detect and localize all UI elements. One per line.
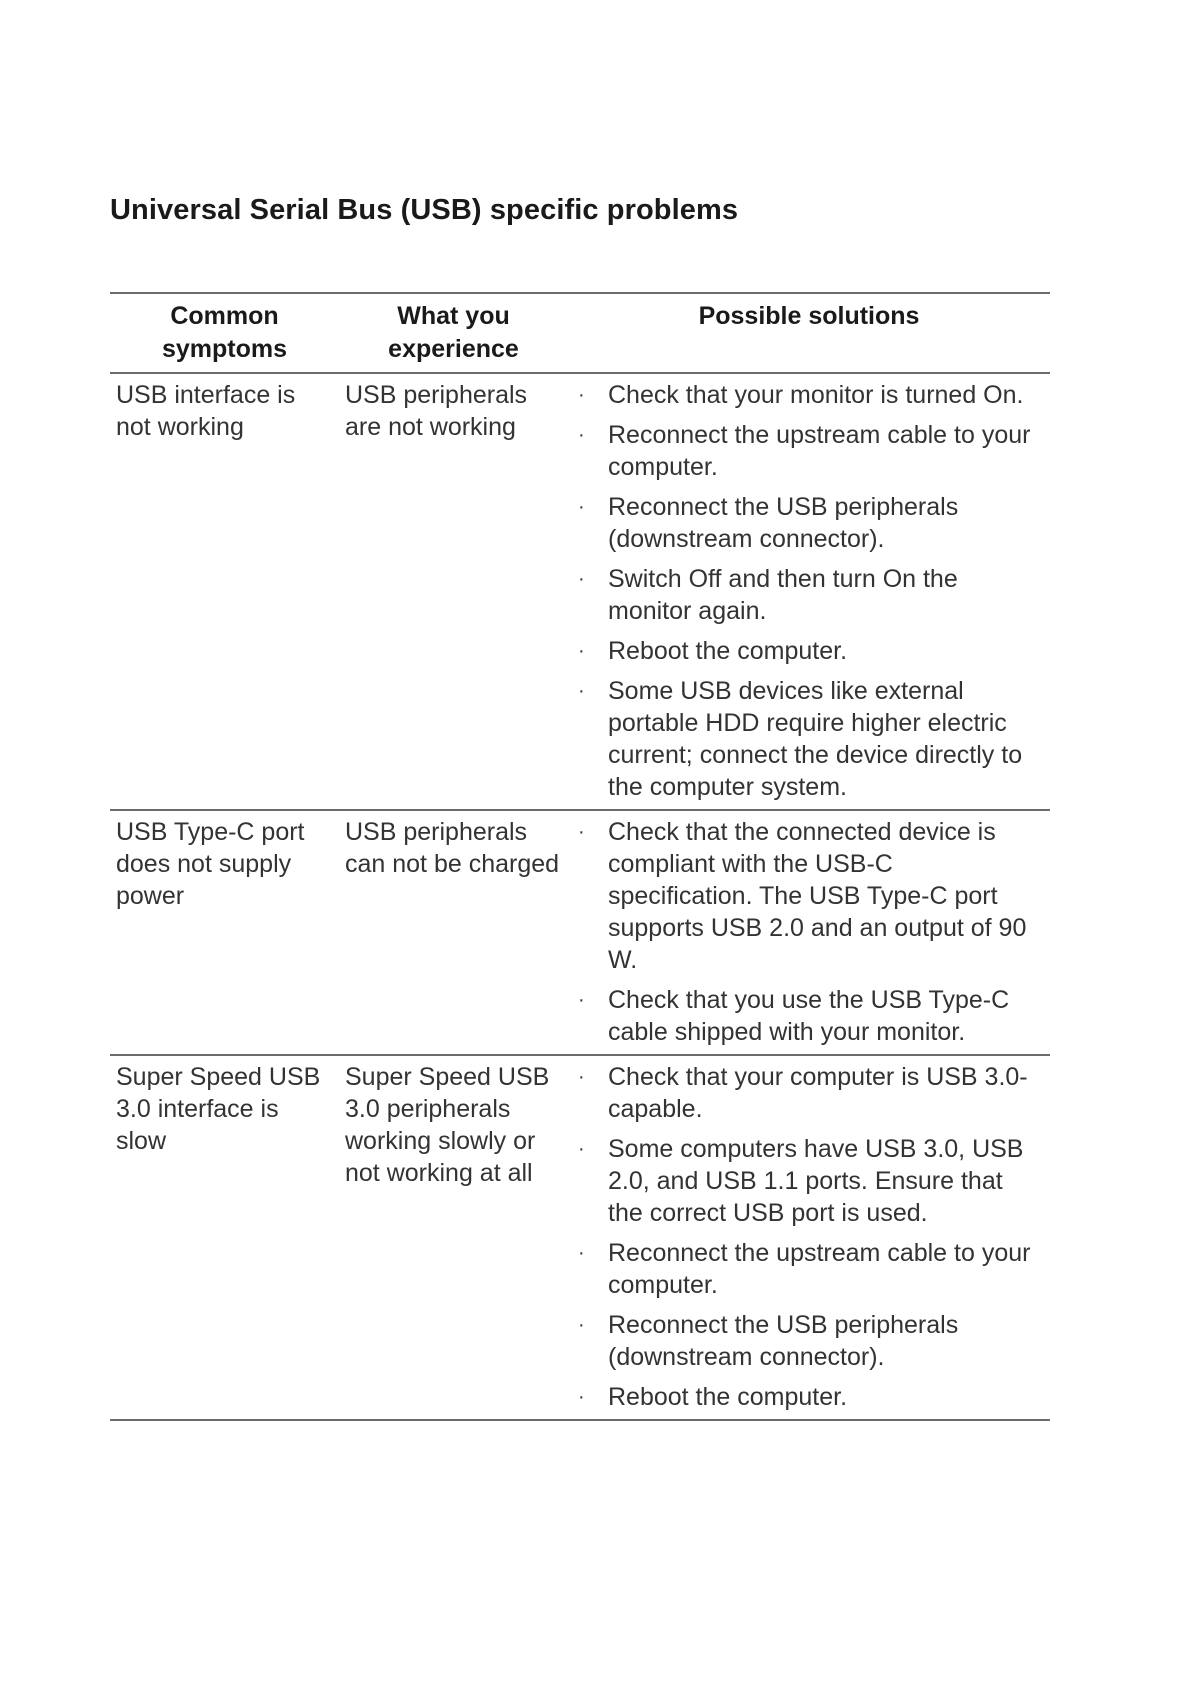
bullet-icon: ·: [578, 384, 585, 406]
header-what-you-experience: What you experience: [388, 302, 519, 363]
solution-item: · Reconnect the upstream cable to your computer.: [578, 1239, 1031, 1299]
solution-item: · Reconnect the upstream cable to your computer.: [578, 421, 1031, 481]
page-title: Universal Serial Bus (USB) specific problems: [110, 194, 739, 226]
solutions-list: [574, 1061, 1044, 1413]
bullet-icon: ·: [578, 1138, 585, 1160]
bullet-icon: ·: [578, 989, 585, 1011]
solution-item: · Reconnect the USB peripherals (downstream connector).: [578, 493, 959, 553]
header-common-symptoms: Common symptoms: [161, 302, 288, 363]
symptom-cell: USB Type-C port does not supply power: [116, 818, 305, 910]
solutions-cell: [568, 1055, 1050, 1420]
table-header-row: [110, 293, 1050, 373]
experience-cell: USB peripherals are not working: [345, 381, 528, 441]
solution-item: · Check that your computer is USB 3.0-capable.: [578, 1063, 1028, 1123]
usb-troubleshooting-table: [110, 292, 1050, 1421]
solutions-list: [574, 379, 1044, 803]
experience-cell: USB peripherals can not be charged: [345, 818, 560, 878]
table-row: [110, 1055, 1050, 1420]
solution-item: · Some USB devices like external portable HDD require higher electric current; connect the device directly to the computer system.: [578, 677, 1023, 801]
bullet-icon: ·: [578, 821, 585, 843]
bullet-icon: ·: [578, 496, 585, 518]
bullet-icon: ·: [578, 424, 585, 446]
bullet-icon: ·: [578, 1242, 585, 1264]
bullet-icon: ·: [578, 568, 585, 590]
solutions-cell: [568, 373, 1050, 810]
experience-cell: Super Speed USB 3.0 peripherals working slowly or not working at all: [345, 1063, 550, 1187]
solution-item: · Some computers have USB 3.0, USB 2.0, and USB 1.1 ports. Ensure that the correct USB port is used.: [578, 1135, 1024, 1227]
solution-item: · Check that you use the USB Type-C cable shipped with your monitor.: [578, 986, 1010, 1046]
bullet-icon: ·: [578, 1066, 585, 1088]
bullet-icon: ·: [578, 640, 585, 662]
bullet-icon: ·: [578, 1314, 585, 1336]
solution-item: · Switch Off and then turn On the monitor again.: [578, 565, 958, 625]
solution-item: · Reconnect the USB peripherals (downstream connector).: [578, 1311, 959, 1371]
table-row: [110, 810, 1050, 1055]
solution-item: · Reboot the computer.: [578, 1383, 848, 1411]
solutions-cell: [568, 810, 1050, 1055]
symptom-cell: USB interface is not working: [116, 381, 296, 441]
solution-item: · Check that your monitor is turned On.: [578, 381, 1024, 409]
solution-item: · Reboot the computer.: [578, 637, 848, 665]
bullet-icon: ·: [578, 680, 585, 702]
header-possible-solutions: Possible solutions: [698, 302, 920, 330]
bullet-icon: ·: [578, 1386, 585, 1408]
solutions-list: [574, 816, 1044, 1048]
table-row: [110, 373, 1050, 810]
symptom-cell: Super Speed USB 3.0 interface is slow: [116, 1063, 321, 1155]
solution-item: · Check that the connected device is compliant with the USB-C specification. The USB Type-C port supports USB 2.0 and an output of 90 W.: [578, 818, 1027, 974]
